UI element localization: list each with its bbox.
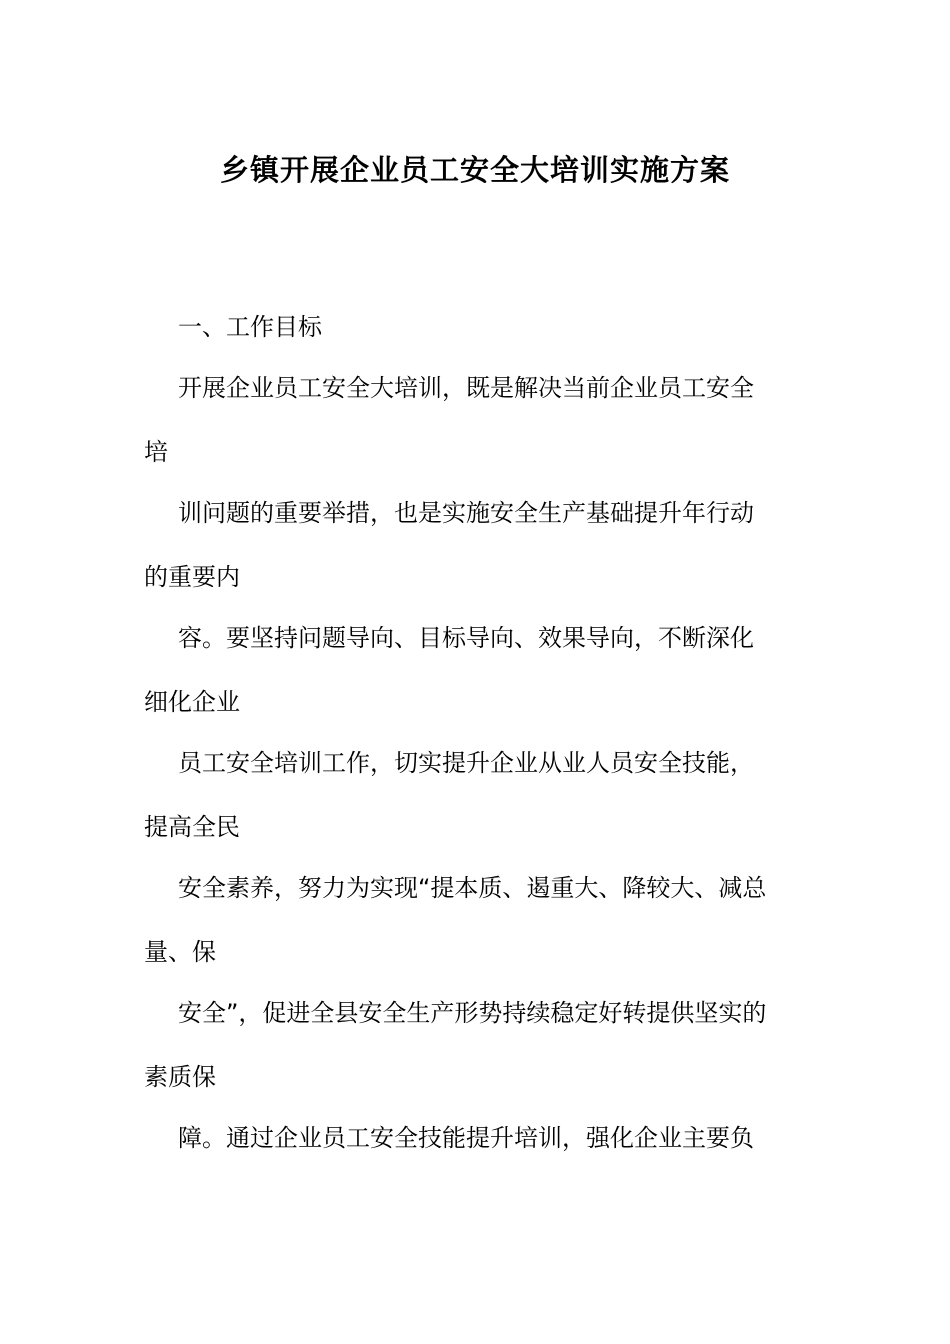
paragraph-line: 培 [144,438,168,466]
document-title: 乡镇开展企业员工安全大培训实施方案 [219,153,730,187]
paragraph-line: 提高全民 [144,813,240,841]
paragraph-line: 安全”，促进全县安全生产形势持续稳定好转提供坚实的 [178,999,767,1027]
paragraph-line: 素质保 [144,1063,216,1091]
paragraph-line: 安全素养，努力为实现“提本质、遏重大、降较大、减总 [178,874,767,902]
paragraph-line: 容。要坚持问题导向、目标导向、效果导向，不断深化 [178,624,754,652]
paragraph-line: 障。通过企业员工安全技能提升培训，强化企业主要负 [178,1124,754,1152]
paragraph-line: 员工安全培训工作，切实提升企业从业人员安全技能， [178,749,754,777]
paragraph-line: 的重要内 [144,563,240,591]
paragraph-line: 量、保 [144,938,216,966]
section-heading: 一、工作目标 [178,313,322,341]
paragraph-line: 细化企业 [144,688,240,716]
paragraph-line: 开展企业员工安全大培训，既是解决当前企业员工安全 [178,374,754,402]
paragraph-line: 训问题的重要举措，也是实施安全生产基础提升年行动 [178,499,754,527]
